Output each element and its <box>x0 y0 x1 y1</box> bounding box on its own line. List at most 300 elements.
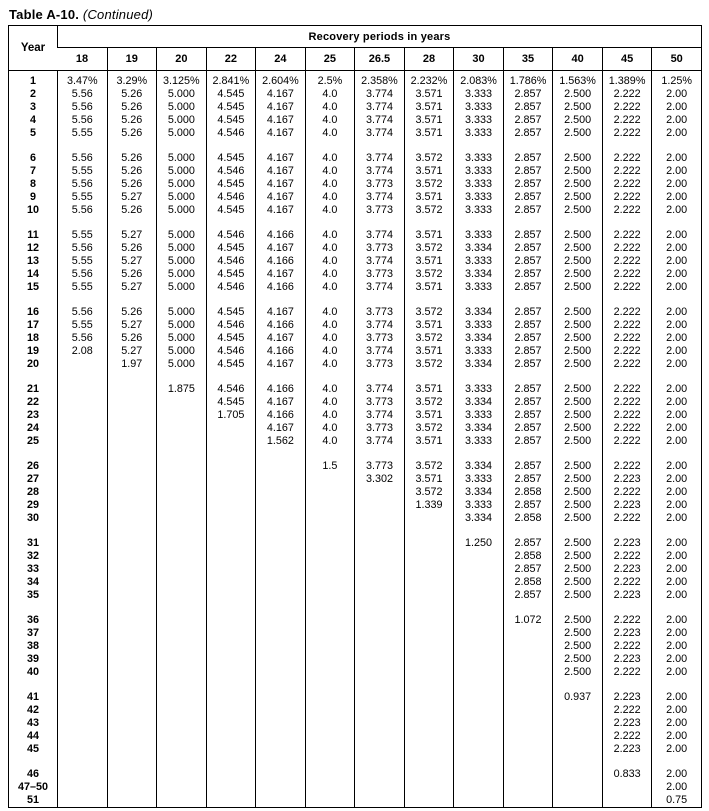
table-row-year-3 <box>9 101 702 114</box>
value-cell-30yr <box>454 614 504 627</box>
spacer-cell <box>256 679 306 691</box>
year-cell: 38 <box>26 640 39 652</box>
value-cell-18yr: 5.56 <box>58 152 108 165</box>
spacer-cell <box>503 448 553 460</box>
value-cell-26.5yr <box>355 717 405 730</box>
value-cell-45yr: 2.222 <box>602 101 652 114</box>
value-cell-30yr: 3.333 <box>454 152 504 165</box>
spacer-cell <box>58 140 108 152</box>
value-cell-22yr: 4.545 <box>206 306 256 319</box>
value-cell-45yr: 2.222 <box>602 614 652 627</box>
spacer-cell <box>58 525 108 537</box>
spacer-cell <box>305 140 355 152</box>
value-cell-40yr: 2.500 <box>553 614 603 627</box>
value-cell-25yr <box>305 730 355 743</box>
value-cell-22yr: 4.546 <box>206 191 256 204</box>
value-cell-28yr: 3.571 <box>404 383 454 396</box>
value-cell-22yr: 4.546 <box>206 127 256 140</box>
spacer-cell <box>355 525 405 537</box>
table-row-year-34 <box>9 576 702 589</box>
value-cell-25yr: 4.0 <box>305 255 355 268</box>
column-header-18: 18 <box>58 48 108 71</box>
year-cell: 43 <box>26 717 39 729</box>
value-cell-26.5yr <box>355 589 405 602</box>
value-cell-24yr: 4.166 <box>256 383 306 396</box>
value-cell-25yr <box>305 768 355 781</box>
spacer-cell <box>602 602 652 614</box>
value-cell-19yr <box>107 627 157 640</box>
value-cell-40yr: 2.500 <box>553 460 603 473</box>
value-cell-30yr: 3.333 <box>454 191 504 204</box>
spacer-cell <box>602 756 652 768</box>
value-cell-45yr: 2.222 <box>602 178 652 191</box>
value-cell-22yr <box>206 614 256 627</box>
value-cell-35yr <box>503 704 553 717</box>
spacer-cell <box>107 140 157 152</box>
spacer-cell <box>256 448 306 460</box>
value-cell-24yr: 4.166 <box>256 229 306 242</box>
value-cell-30yr: 3.334 <box>454 460 504 473</box>
value-cell-18yr <box>58 717 108 730</box>
value-cell-30yr: 3.333 <box>454 499 504 512</box>
value-cell-25yr <box>305 653 355 666</box>
value-cell-35yr: 2.857 <box>503 152 553 165</box>
column-header-50: 50 <box>652 48 702 71</box>
spacer-cell <box>503 602 553 614</box>
value-cell-28yr: 3.571 <box>404 165 454 178</box>
table-row-year-6 <box>9 152 702 165</box>
table-row-year-29 <box>9 499 702 512</box>
value-cell-40yr: 2.500 <box>553 499 603 512</box>
column-header-22: 22 <box>206 48 256 71</box>
value-cell-22yr: 4.546 <box>206 319 256 332</box>
value-cell-18yr: 3.47% <box>58 75 108 88</box>
spacer-cell <box>157 679 207 691</box>
value-cell-19yr <box>107 614 157 627</box>
spacer-cell <box>58 756 108 768</box>
value-cell-28yr: 3.572 <box>404 204 454 217</box>
value-cell-20yr <box>157 512 207 525</box>
value-cell-45yr: 2.222 <box>602 127 652 140</box>
value-cell-18yr <box>58 794 108 808</box>
spacer-cell <box>157 140 207 152</box>
year-cell: 25 <box>26 435 39 447</box>
value-cell-35yr: 2.857 <box>503 319 553 332</box>
value-cell-18yr: 5.56 <box>58 332 108 345</box>
value-cell-22yr: 4.546 <box>206 229 256 242</box>
value-cell-25yr: 4.0 <box>305 178 355 191</box>
value-cell-26.5yr <box>355 550 405 563</box>
value-cell-50yr: 2.00 <box>652 409 702 422</box>
value-cell-24yr: 1.562 <box>256 435 306 448</box>
value-cell-24yr: 4.167 <box>256 396 306 409</box>
spacer-cell <box>404 525 454 537</box>
value-cell-45yr: 2.223 <box>602 499 652 512</box>
value-cell-25yr <box>305 473 355 486</box>
year-cell: 8 <box>29 178 36 190</box>
value-cell-40yr <box>553 730 603 743</box>
value-cell-24yr: 4.167 <box>256 422 306 435</box>
spacer-cell <box>206 602 256 614</box>
value-cell-28yr: 3.571 <box>404 255 454 268</box>
year-cell: 40 <box>26 666 39 678</box>
spacer-cell <box>652 679 702 691</box>
value-cell-35yr <box>503 717 553 730</box>
value-cell-35yr <box>503 743 553 756</box>
value-cell-25yr <box>305 512 355 525</box>
value-cell-45yr: 2.222 <box>602 332 652 345</box>
value-cell-20yr <box>157 576 207 589</box>
spacer-cell <box>404 602 454 614</box>
value-cell-30yr <box>454 730 504 743</box>
value-cell-22yr: 2.841% <box>206 75 256 88</box>
year-cell: 22 <box>26 396 39 408</box>
value-cell-50yr: 2.00 <box>652 319 702 332</box>
value-cell-28yr: 3.571 <box>404 114 454 127</box>
value-cell-18yr: 2.08 <box>58 345 108 358</box>
spacer-cell <box>256 602 306 614</box>
spacer-cell <box>305 756 355 768</box>
value-cell-18yr: 5.55 <box>58 255 108 268</box>
value-cell-19yr: 5.27 <box>107 281 157 294</box>
value-cell-45yr: 2.222 <box>602 319 652 332</box>
value-cell-18yr: 5.56 <box>58 242 108 255</box>
value-cell-26.5yr <box>355 666 405 679</box>
value-cell-20yr: 5.000 <box>157 178 207 191</box>
spacer-cell <box>602 217 652 229</box>
value-cell-24yr <box>256 717 306 730</box>
value-cell-40yr: 2.500 <box>553 345 603 358</box>
value-cell-24yr: 2.604% <box>256 75 306 88</box>
year-column-header: Year <box>9 26 58 71</box>
value-cell-18yr <box>58 640 108 653</box>
value-cell-30yr <box>454 640 504 653</box>
value-cell-25yr: 4.0 <box>305 114 355 127</box>
value-cell-20yr: 5.000 <box>157 88 207 101</box>
value-cell-28yr: 3.572 <box>404 332 454 345</box>
value-cell-40yr: 2.500 <box>553 653 603 666</box>
value-cell-19yr <box>107 653 157 666</box>
spacer-cell <box>404 679 454 691</box>
value-cell-25yr <box>305 781 355 794</box>
spacer-cell <box>404 371 454 383</box>
value-cell-20yr <box>157 627 207 640</box>
value-cell-25yr <box>305 717 355 730</box>
spacer-cell <box>454 140 504 152</box>
value-cell-30yr: 3.333 <box>454 255 504 268</box>
value-cell-40yr: 2.500 <box>553 229 603 242</box>
value-cell-45yr: 1.389% <box>602 75 652 88</box>
value-cell-22yr: 4.545 <box>206 88 256 101</box>
value-cell-25yr <box>305 627 355 640</box>
value-cell-18yr: 5.55 <box>58 127 108 140</box>
year-cell: 31 <box>26 537 39 549</box>
value-cell-26.5yr: 3.773 <box>355 204 405 217</box>
value-cell-20yr <box>157 589 207 602</box>
value-cell-40yr: 2.500 <box>553 537 603 550</box>
value-cell-35yr: 1.786% <box>503 75 553 88</box>
value-cell-45yr: 2.222 <box>602 204 652 217</box>
spacer-cell <box>503 217 553 229</box>
value-cell-26.5yr <box>355 768 405 781</box>
value-cell-40yr <box>553 704 603 717</box>
value-cell-25yr: 4.0 <box>305 191 355 204</box>
spacer-cell <box>553 448 603 460</box>
value-cell-50yr: 2.00 <box>652 486 702 499</box>
value-cell-26.5yr: 3.774 <box>355 255 405 268</box>
value-cell-28yr <box>404 563 454 576</box>
value-cell-45yr: 2.222 <box>602 255 652 268</box>
group-gap-row <box>9 448 702 460</box>
value-cell-18yr: 5.55 <box>58 165 108 178</box>
value-cell-40yr: 2.500 <box>553 268 603 281</box>
value-cell-50yr: 1.25% <box>652 75 702 88</box>
value-cell-28yr: 3.571 <box>404 435 454 448</box>
value-cell-18yr <box>58 537 108 550</box>
value-cell-25yr <box>305 576 355 589</box>
year-cell: 15 <box>26 281 39 293</box>
value-cell-50yr: 2.00 <box>652 165 702 178</box>
value-cell-40yr: 2.500 <box>553 127 603 140</box>
value-cell-24yr <box>256 512 306 525</box>
value-cell-22yr <box>206 640 256 653</box>
value-cell-19yr: 5.26 <box>107 165 157 178</box>
value-cell-22yr <box>206 743 256 756</box>
value-cell-28yr: 3.571 <box>404 409 454 422</box>
value-cell-22yr <box>206 550 256 563</box>
spacer-cell <box>652 756 702 768</box>
value-cell-19yr <box>107 537 157 550</box>
value-cell-35yr: 2.857 <box>503 178 553 191</box>
value-cell-26.5yr <box>355 691 405 704</box>
value-cell-30yr: 3.334 <box>454 358 504 371</box>
value-cell-45yr: 2.222 <box>602 152 652 165</box>
value-cell-26.5yr <box>355 576 405 589</box>
value-cell-40yr: 2.500 <box>553 589 603 602</box>
value-cell-22yr: 4.545 <box>206 242 256 255</box>
value-cell-45yr: 2.222 <box>602 242 652 255</box>
year-cell: 17 <box>26 319 39 331</box>
value-cell-50yr: 2.00 <box>652 383 702 396</box>
value-cell-25yr <box>305 550 355 563</box>
value-cell-20yr <box>157 666 207 679</box>
value-cell-30yr: 3.333 <box>454 127 504 140</box>
value-cell-35yr <box>503 730 553 743</box>
recovery-periods-header: Recovery periods in years <box>58 26 702 48</box>
value-cell-28yr: 3.572 <box>404 358 454 371</box>
value-cell-40yr: 0.937 <box>553 691 603 704</box>
table-title <box>9 7 702 22</box>
value-cell-22yr <box>206 691 256 704</box>
value-cell-50yr: 2.00 <box>652 114 702 127</box>
spacer-cell <box>305 679 355 691</box>
value-cell-18yr <box>58 460 108 473</box>
year-cell: 32 <box>26 550 39 562</box>
spacer-cell <box>553 217 603 229</box>
spacer-cell <box>157 525 207 537</box>
value-cell-45yr: 2.222 <box>602 576 652 589</box>
value-cell-40yr <box>553 768 603 781</box>
value-cell-24yr: 4.166 <box>256 345 306 358</box>
value-cell-22yr: 4.545 <box>206 152 256 165</box>
value-cell-40yr: 2.500 <box>553 88 603 101</box>
value-cell-40yr: 2.500 <box>553 191 603 204</box>
year-cell: 6 <box>29 152 36 164</box>
value-cell-26.5yr <box>355 537 405 550</box>
value-cell-22yr <box>206 794 256 808</box>
value-cell-45yr: 2.222 <box>602 191 652 204</box>
value-cell-50yr: 2.00 <box>652 101 702 114</box>
value-cell-24yr <box>256 781 306 794</box>
value-cell-22yr <box>206 460 256 473</box>
spacer-cell <box>652 525 702 537</box>
value-cell-45yr: 2.222 <box>602 704 652 717</box>
value-cell-35yr: 2.857 <box>503 281 553 294</box>
value-cell-24yr: 4.167 <box>256 204 306 217</box>
value-cell-45yr: 2.222 <box>602 281 652 294</box>
value-cell-40yr: 2.500 <box>553 242 603 255</box>
value-cell-28yr: 2.232% <box>404 75 454 88</box>
table-row-year-15 <box>9 281 702 294</box>
spacer-cell <box>305 602 355 614</box>
value-cell-30yr: 3.334 <box>454 486 504 499</box>
value-cell-25yr: 4.0 <box>305 319 355 332</box>
value-cell-45yr: 2.222 <box>602 268 652 281</box>
value-cell-20yr <box>157 730 207 743</box>
value-cell-40yr: 2.500 <box>553 576 603 589</box>
value-cell-50yr: 2.00 <box>652 512 702 525</box>
value-cell-26.5yr: 3.774 <box>355 127 405 140</box>
spacer-cell <box>9 602 58 614</box>
value-cell-45yr: 2.222 <box>602 229 652 242</box>
value-cell-30yr <box>454 768 504 781</box>
value-cell-35yr <box>503 781 553 794</box>
value-cell-40yr: 2.500 <box>553 486 603 499</box>
spacer-cell <box>256 140 306 152</box>
year-cell: 4 <box>29 114 36 126</box>
year-cell: 35 <box>26 589 39 601</box>
table-row-year-8 <box>9 178 702 191</box>
year-cell: 33 <box>26 563 39 575</box>
value-cell-24yr <box>256 653 306 666</box>
value-cell-26.5yr: 3.774 <box>355 88 405 101</box>
spacer-cell <box>454 448 504 460</box>
spacer-cell <box>305 294 355 306</box>
value-cell-26.5yr <box>355 704 405 717</box>
value-cell-18yr <box>58 627 108 640</box>
value-cell-19yr <box>107 640 157 653</box>
column-header-40: 40 <box>553 48 603 71</box>
value-cell-24yr: 4.167 <box>256 306 306 319</box>
spacer-cell <box>602 294 652 306</box>
spacer-cell <box>553 525 603 537</box>
year-cell: 39 <box>26 653 39 665</box>
year-cell: 23 <box>26 409 39 421</box>
spacer-cell <box>107 294 157 306</box>
spacer-cell <box>602 371 652 383</box>
value-cell-19yr <box>107 460 157 473</box>
year-cell: 46 <box>26 768 39 780</box>
value-cell-45yr: 2.222 <box>602 383 652 396</box>
value-cell-45yr: 2.223 <box>602 717 652 730</box>
value-cell-50yr: 2.00 <box>652 563 702 576</box>
value-cell-20yr <box>157 409 207 422</box>
value-cell-26.5yr <box>355 743 405 756</box>
value-cell-24yr <box>256 576 306 589</box>
value-cell-30yr: 3.334 <box>454 422 504 435</box>
table-row-year-4 <box>9 114 702 127</box>
value-cell-24yr: 4.166 <box>256 255 306 268</box>
value-cell-26.5yr: 3.774 <box>355 281 405 294</box>
value-cell-22yr <box>206 563 256 576</box>
value-cell-40yr: 2.500 <box>553 178 603 191</box>
spacer-cell <box>652 602 702 614</box>
table-row-year-32 <box>9 550 702 563</box>
column-header-35: 35 <box>503 48 553 71</box>
value-cell-28yr: 3.571 <box>404 229 454 242</box>
spacer-cell <box>305 371 355 383</box>
value-cell-26.5yr: 3.774 <box>355 435 405 448</box>
value-cell-25yr: 4.0 <box>305 422 355 435</box>
spacer-cell <box>206 140 256 152</box>
value-cell-24yr <box>256 563 306 576</box>
spacer-cell <box>256 217 306 229</box>
value-cell-40yr: 2.500 <box>553 101 603 114</box>
value-cell-50yr: 2.00 <box>652 281 702 294</box>
table-row-year-47–50 <box>9 781 702 794</box>
spacer-cell <box>404 294 454 306</box>
value-cell-40yr <box>553 743 603 756</box>
year-cell: 18 <box>26 332 39 344</box>
value-cell-28yr <box>404 640 454 653</box>
value-cell-18yr <box>58 383 108 396</box>
value-cell-30yr <box>454 743 504 756</box>
value-cell-26.5yr: 3.774 <box>355 152 405 165</box>
value-cell-18yr <box>58 768 108 781</box>
year-cell: 37 <box>26 627 39 639</box>
spacer-cell <box>58 294 108 306</box>
value-cell-22yr: 4.545 <box>206 101 256 114</box>
spacer-cell <box>9 371 58 383</box>
value-cell-45yr: 2.222 <box>602 345 652 358</box>
spacer-cell <box>404 217 454 229</box>
value-cell-26.5yr: 2.358% <box>355 75 405 88</box>
value-cell-50yr: 2.00 <box>652 589 702 602</box>
column-header-30: 30 <box>454 48 504 71</box>
year-cell: 24 <box>26 422 39 434</box>
value-cell-50yr: 2.00 <box>652 255 702 268</box>
spacer-cell <box>9 525 58 537</box>
value-cell-26.5yr: 3.302 <box>355 473 405 486</box>
value-cell-50yr: 2.00 <box>652 614 702 627</box>
value-cell-24yr <box>256 730 306 743</box>
value-cell-28yr <box>404 653 454 666</box>
table-row-year-22 <box>9 396 702 409</box>
value-cell-25yr: 1.5 <box>305 460 355 473</box>
value-cell-50yr: 2.00 <box>652 576 702 589</box>
value-cell-25yr: 4.0 <box>305 409 355 422</box>
value-cell-45yr: 2.223 <box>602 537 652 550</box>
value-cell-30yr: 3.333 <box>454 383 504 396</box>
value-cell-50yr: 2.00 <box>652 640 702 653</box>
value-cell-35yr: 2.857 <box>503 242 553 255</box>
value-cell-30yr: 3.333 <box>454 88 504 101</box>
value-cell-24yr: 4.166 <box>256 319 306 332</box>
value-cell-22yr <box>206 512 256 525</box>
year-cell: 16 <box>26 306 39 318</box>
value-cell-35yr: 2.857 <box>503 191 553 204</box>
value-cell-28yr: 3.572 <box>404 422 454 435</box>
